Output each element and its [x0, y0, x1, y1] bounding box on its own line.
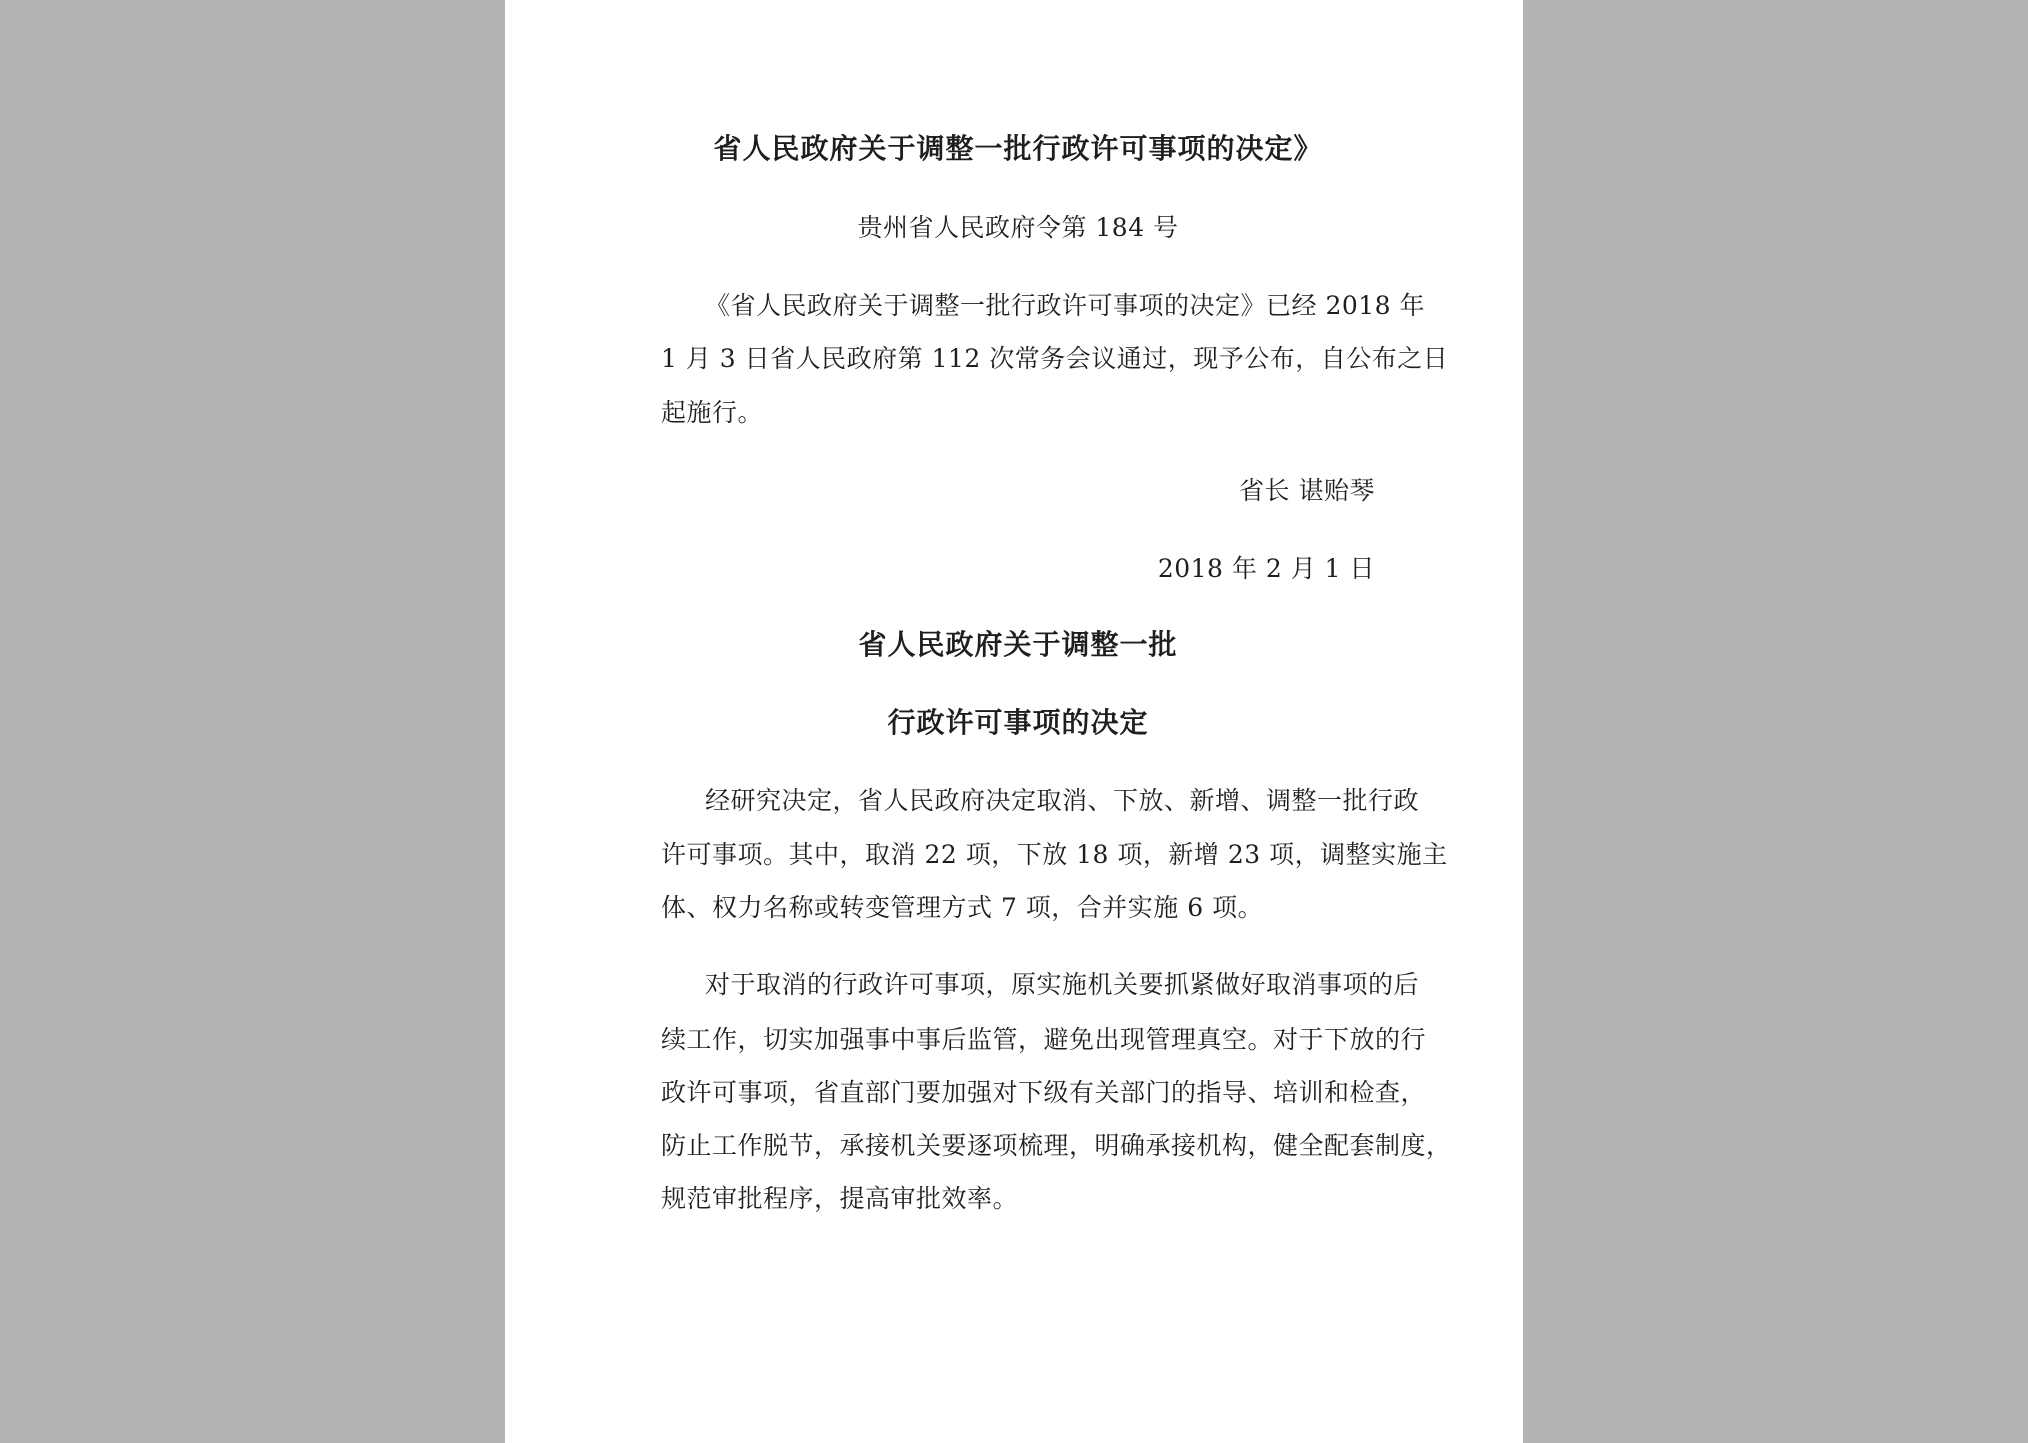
document-page: [505, 0, 1523, 1443]
intro-line: 起施行。: [661, 398, 764, 427]
paragraph-line: 体、权力名称或转变管理方式 7 项，合并实施 6 项。: [661, 893, 1264, 922]
intro-line: 《省人民政府关于调整一批行政许可事项的决定》已经 2018 年: [705, 291, 1426, 320]
intro-line: 1 月 3 日省人民政府第 112 次常务会议通过，现予公布，自公布之日: [661, 344, 1449, 373]
issue-date: 2018 年 2 月 1 日: [1157, 554, 1375, 583]
section-heading: 省人民政府关于调整一批: [858, 628, 1178, 661]
paragraph-line: 政许可事项，省直部门要加强对下级有关部门的指导、培训和检查，: [661, 1078, 1427, 1107]
paragraph-line: 防止工作脱节，承接机关要逐项梳理，明确承接机构，健全配套制度，: [661, 1131, 1452, 1160]
document-title: 省人民政府关于调整一批行政许可事项的决定》: [713, 132, 1323, 165]
paragraph-line: 经研究决定，省人民政府决定取消、下放、新增、调整一批行政: [705, 786, 1420, 815]
section-heading: 行政许可事项的决定: [887, 706, 1149, 739]
paragraph-line: 对于取消的行政许可事项，原实施机关要抓紧做好取消事项的后: [705, 970, 1420, 999]
paragraph-line: 续工作，切实加强事中事后监管，避免出现管理真空。对于下放的行: [661, 1025, 1427, 1054]
paragraph-line: 许可事项。其中，取消 22 项，下放 18 项，新增 23 项，调整实施主: [661, 840, 1448, 869]
order-number: 贵州省人民政府令第 184 号: [857, 213, 1179, 242]
signature: 省长 谌贻琴: [1239, 476, 1375, 505]
paragraph-line: 规范审批程序，提高审批效率。: [661, 1184, 1019, 1213]
